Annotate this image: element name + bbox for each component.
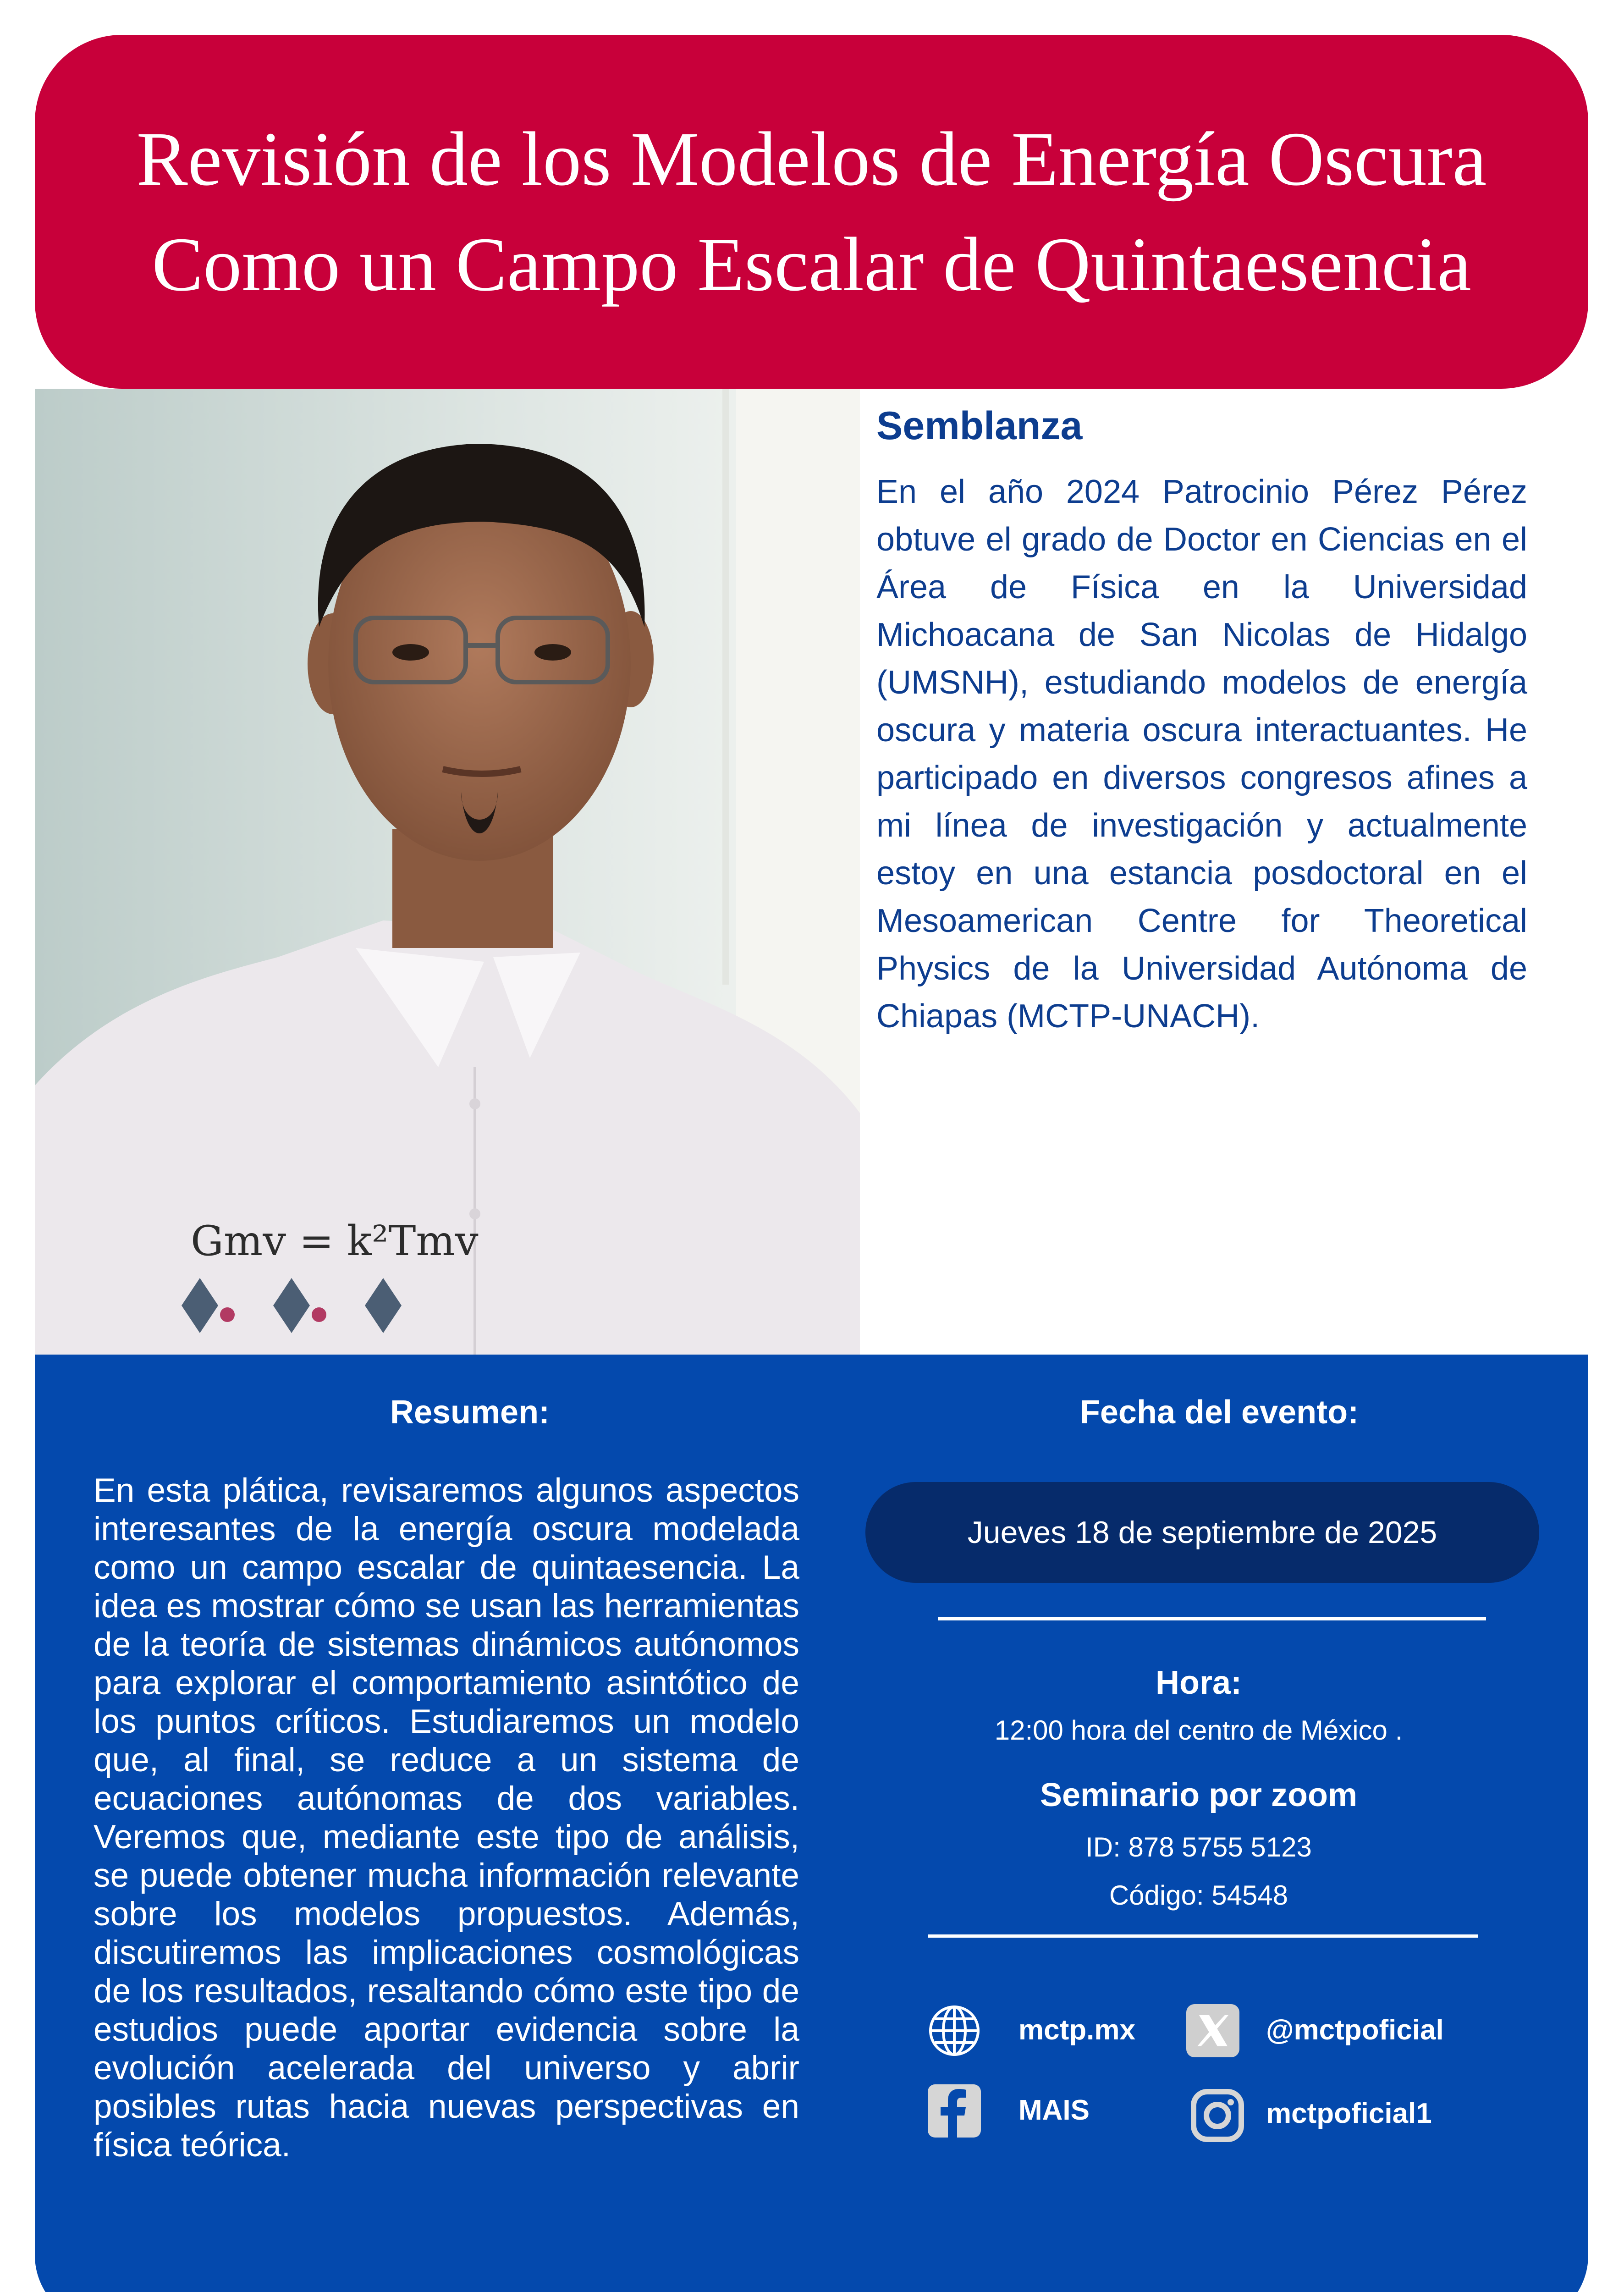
zoom-id: ID: 878 5755 5123 <box>1085 1832 1312 1862</box>
globe-icon <box>927 2003 982 2058</box>
zoom-heading: Seminario por zoom <box>1040 1777 1358 1813</box>
x-icon[interactable] <box>1185 2003 1240 2058</box>
event-date: Jueves 18 de septiembre de 2025 <box>967 1515 1437 1550</box>
hora-value: 12:00 hora del centro de México . <box>994 1715 1403 1746</box>
shirt-equation: Gmv = k²Tmv <box>191 1217 479 1265</box>
title-line-1: Revisión de los Modelos de Energía Oscura <box>136 116 1487 202</box>
divider-bottom <box>928 1934 1478 1938</box>
x-handle[interactable]: @mctpoficial <box>1266 2014 1444 2046</box>
bio-heading: Semblanza <box>876 404 1083 448</box>
bio-text: En el año 2024 Patrocinio Pérez Pérez obtuve el grado de Doctor en Ciencias en el Área de Física en la Universidad Michoacana de San Nicolas de Hidalgo (UMSNH), estudiando modelos de energía oscura y materia oscura interactuantes. He participado en diversos congresos afines a mi línea de investigación y actualmente estoy en una estancia posdoctoral en el Mesoamerican Centre for Theoretical Physics de la Universidad Autónoma de Chiapas (MCTP-UNACH). <box>876 474 1527 1035</box>
facebook-icon[interactable] <box>927 2083 982 2138</box>
bio-section <box>876 403 1527 1040</box>
divider-top <box>938 1617 1486 1620</box>
resumen-heading: Resumen: <box>390 1394 550 1431</box>
event-date-pill <box>865 1482 1539 1583</box>
hora-heading: Hora: <box>1155 1664 1242 1701</box>
facebook-name[interactable]: MAIS <box>1018 2094 1090 2126</box>
web-link[interactable]: mctp.mx <box>1018 2014 1135 2046</box>
title-line-2: Como un Campo Escalar de Quintaesencia <box>152 222 1471 307</box>
speaker-photo <box>35 389 860 1355</box>
zoom-code: Código: 54548 <box>1109 1880 1288 1911</box>
instagram-icon[interactable] <box>1190 2088 1245 2143</box>
event-date-heading: Fecha del evento: <box>1079 1394 1359 1431</box>
resumen-text: En esta plática, revisaremos algunos aspectos interesantes de la energía oscura modelada como un campo escalar de quintaesencia. La idea es mostrar cómo se usan las herramientas de la teoría de sistemas dinámicos autónomos para explorar el comportamiento asintótico de los puntos críticos. Estudiaremos un modelo que, al final, se reduce a un sistema de ecuaciones autónomas de dos variables. Veremos que, mediante este tipo de análisis, se puede obtener mucha información relevante sobre los modelos propuestos. Además, discutiremos las implicaciones cosmológicas de los resultados, resaltando cómo este tipo de estudios puede aportar evidencia sobre la evolución acelerada del universo y abrir posibles rutas hacia nuevas perspectivas en física teórica. <box>94 1472 799 2164</box>
instagram-handle[interactable]: mctpoficial1 <box>1266 2098 1432 2129</box>
title-banner <box>35 35 1588 389</box>
